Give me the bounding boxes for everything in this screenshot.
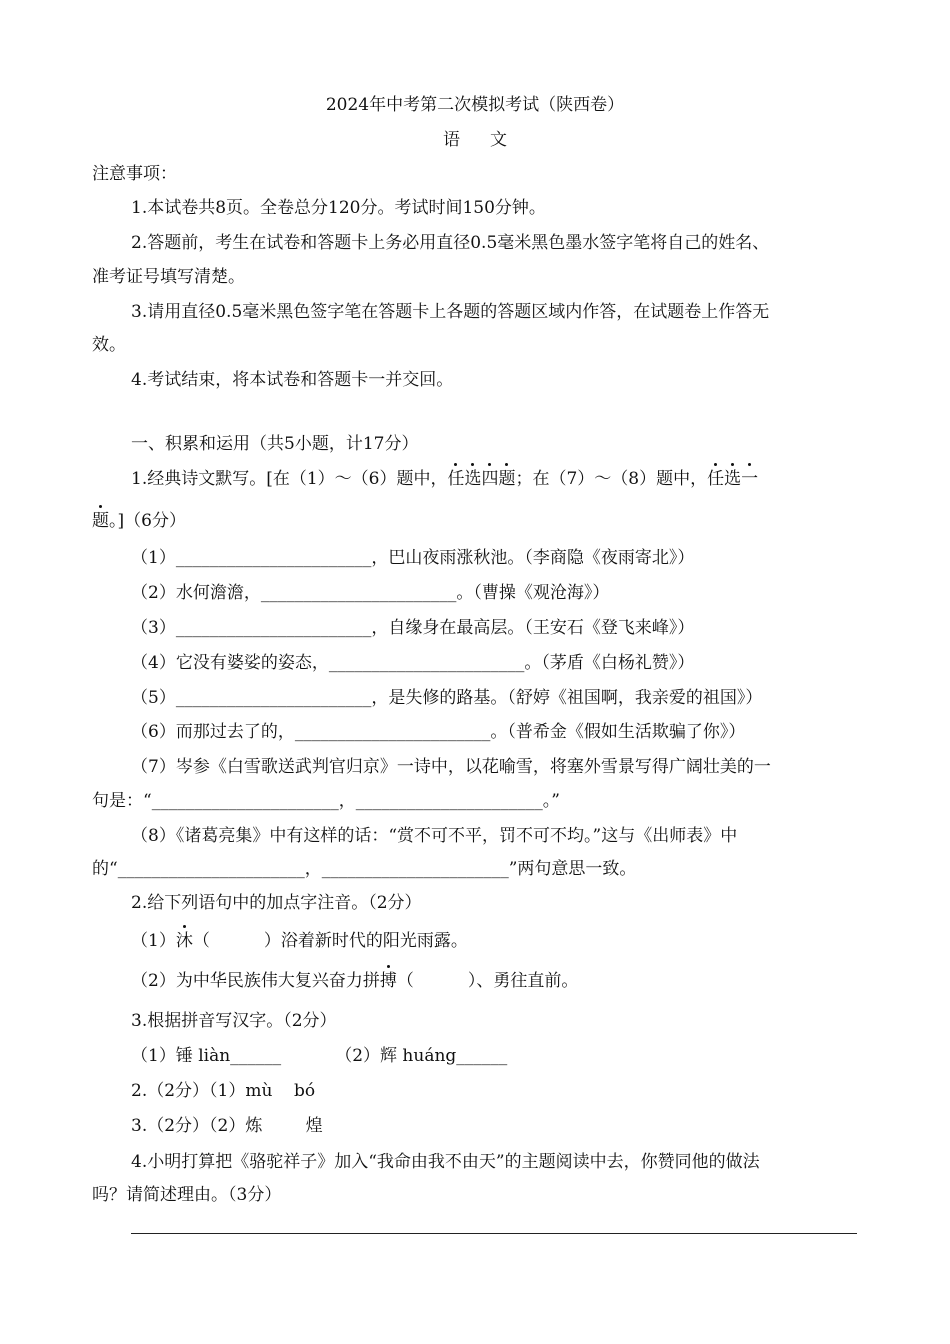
- answer-3: 3.（2分）（2）炼 煌: [131, 1116, 323, 1136]
- question-4-line-2: 吗？请简述理由。（3分）: [92, 1185, 282, 1205]
- q2-item-1-rest: （ ）浴着新时代的阳光雨露。: [192, 931, 468, 951]
- emphasis-dot-char: 题: [92, 511, 109, 531]
- answer-2: 2.（2分）（1）mù bó: [131, 1081, 316, 1101]
- exam-title: 2024年中考第二次模拟考试（陕西卷）: [325, 95, 625, 115]
- question-1-line-1: [131, 468, 758, 490]
- note-4: 4.考试结束，将本试卷和答题卡一并交回。: [131, 370, 454, 390]
- notes-heading: 注意事项：: [92, 164, 177, 184]
- emphasis-dot-char: 搏: [379, 971, 397, 991]
- q2-dotted-char-1: [176, 931, 193, 951]
- q1-item-4: （4）它没有婆娑的姿态，_______________________。（茅盾《白杨礼赞》）: [131, 653, 695, 673]
- emphasis-dot-char: 题: [498, 469, 516, 489]
- note-2-line-1: 2.答题前，考生在试卷和答题卡上务必用直径0.5毫米黑色墨水签字笔将自己的姓名、: [131, 233, 770, 253]
- exam-subject: 语文: [443, 130, 537, 150]
- note-1: 1.本试卷共8页。全卷总分120分。考试时间150分钟。: [131, 198, 546, 218]
- q1-text-3: 。]（6分）: [109, 511, 186, 531]
- q1-item-5: （5）_______________________，是失修的路基。（舒婷《祖国啊，我亲爱的祖国》）: [131, 688, 763, 708]
- q1-item-1: （1）_______________________，巴山夜雨涨秋池。（李商隐《夜雨寄北》）: [131, 548, 695, 568]
- q1-emphasis-1: [447, 469, 515, 489]
- q2-dotted-char-2: [380, 971, 397, 991]
- note-2-line-2: 准考证号填写清楚。: [92, 267, 245, 287]
- q1-item-7-line-1: （7）岑参《白雪歌送武判官归京》一诗中，以花喻雪，将塞外雪景写得广阔壮美的一: [131, 757, 771, 777]
- question-2-stem: 2.给下列语句中的加点字注音。（2分）: [131, 893, 422, 913]
- section-1-heading: 一、积累和运用（共5小题，计17分）: [131, 434, 419, 454]
- q1-emphasis-3: [92, 511, 109, 531]
- q1-item-7-line-2: 句是：“______________________，______________________。”: [92, 791, 560, 811]
- emphasis-dot-char: 选: [464, 469, 482, 489]
- q2-item-2-rest: （ ）、勇往直前。: [396, 971, 579, 991]
- question-3-items: （1）锤 liàn______ （2）辉 huáng______: [131, 1046, 508, 1066]
- question-2-item-2: [131, 970, 578, 992]
- note-3-line-2: 效。: [92, 335, 126, 355]
- emphasis-dot-char: 选: [724, 469, 742, 489]
- q1-emphasis-2: [707, 469, 758, 489]
- question-1-line-2: [92, 510, 186, 532]
- q1-item-6: （6）而那过去了的，_______________________。（普希金《假如生活欺骗了你》）: [131, 722, 746, 742]
- emphasis-dot-char: 一: [741, 469, 759, 489]
- q1-text-1: 1.经典诗文默写。[在（1）～（6）题中，: [131, 469, 448, 489]
- q2-item-1-prefix: （1）: [131, 931, 176, 951]
- emphasis-dot-char: 任: [447, 469, 465, 489]
- emphasis-dot-char: 四: [481, 469, 499, 489]
- question-4-line-1: 4.小明打算把《骆驼祥子》加入“我命由我不由天”的主题阅读中去，你赞同他的做法: [131, 1152, 760, 1172]
- q2-item-2-prefix: （2）为中华民族伟大复兴奋力拼: [131, 971, 380, 991]
- q1-item-8-line-1: （8）《诸葛亮集》中有这样的话：“赏不可不平，罚不可不均。”这与《出师表》中: [131, 826, 738, 846]
- emphasis-dot-char: 沐: [175, 931, 193, 951]
- q1-item-8-line-2: 的“______________________，______________________”两句意思一致。: [92, 859, 637, 879]
- question-3-stem: 3.根据拼音写汉字。（2分）: [131, 1011, 337, 1031]
- question-2-item-1: [131, 930, 468, 952]
- note-3-line-1: 3.请用直径0.5毫米黑色签字笔在答题卡上各题的答题区域内作答，在试题卷上作答无: [131, 302, 770, 322]
- q1-item-3: （3）_______________________，自缘身在最高层。（王安石《登飞来峰》）: [131, 618, 695, 638]
- emphasis-dot-char: 任: [707, 469, 725, 489]
- q1-item-2: （2）水何澹澹，_______________________。（曹操《观沧海》）: [131, 583, 610, 603]
- q1-text-2: ；在（7）～（8）题中，: [515, 469, 708, 489]
- answer-line: [131, 1233, 857, 1234]
